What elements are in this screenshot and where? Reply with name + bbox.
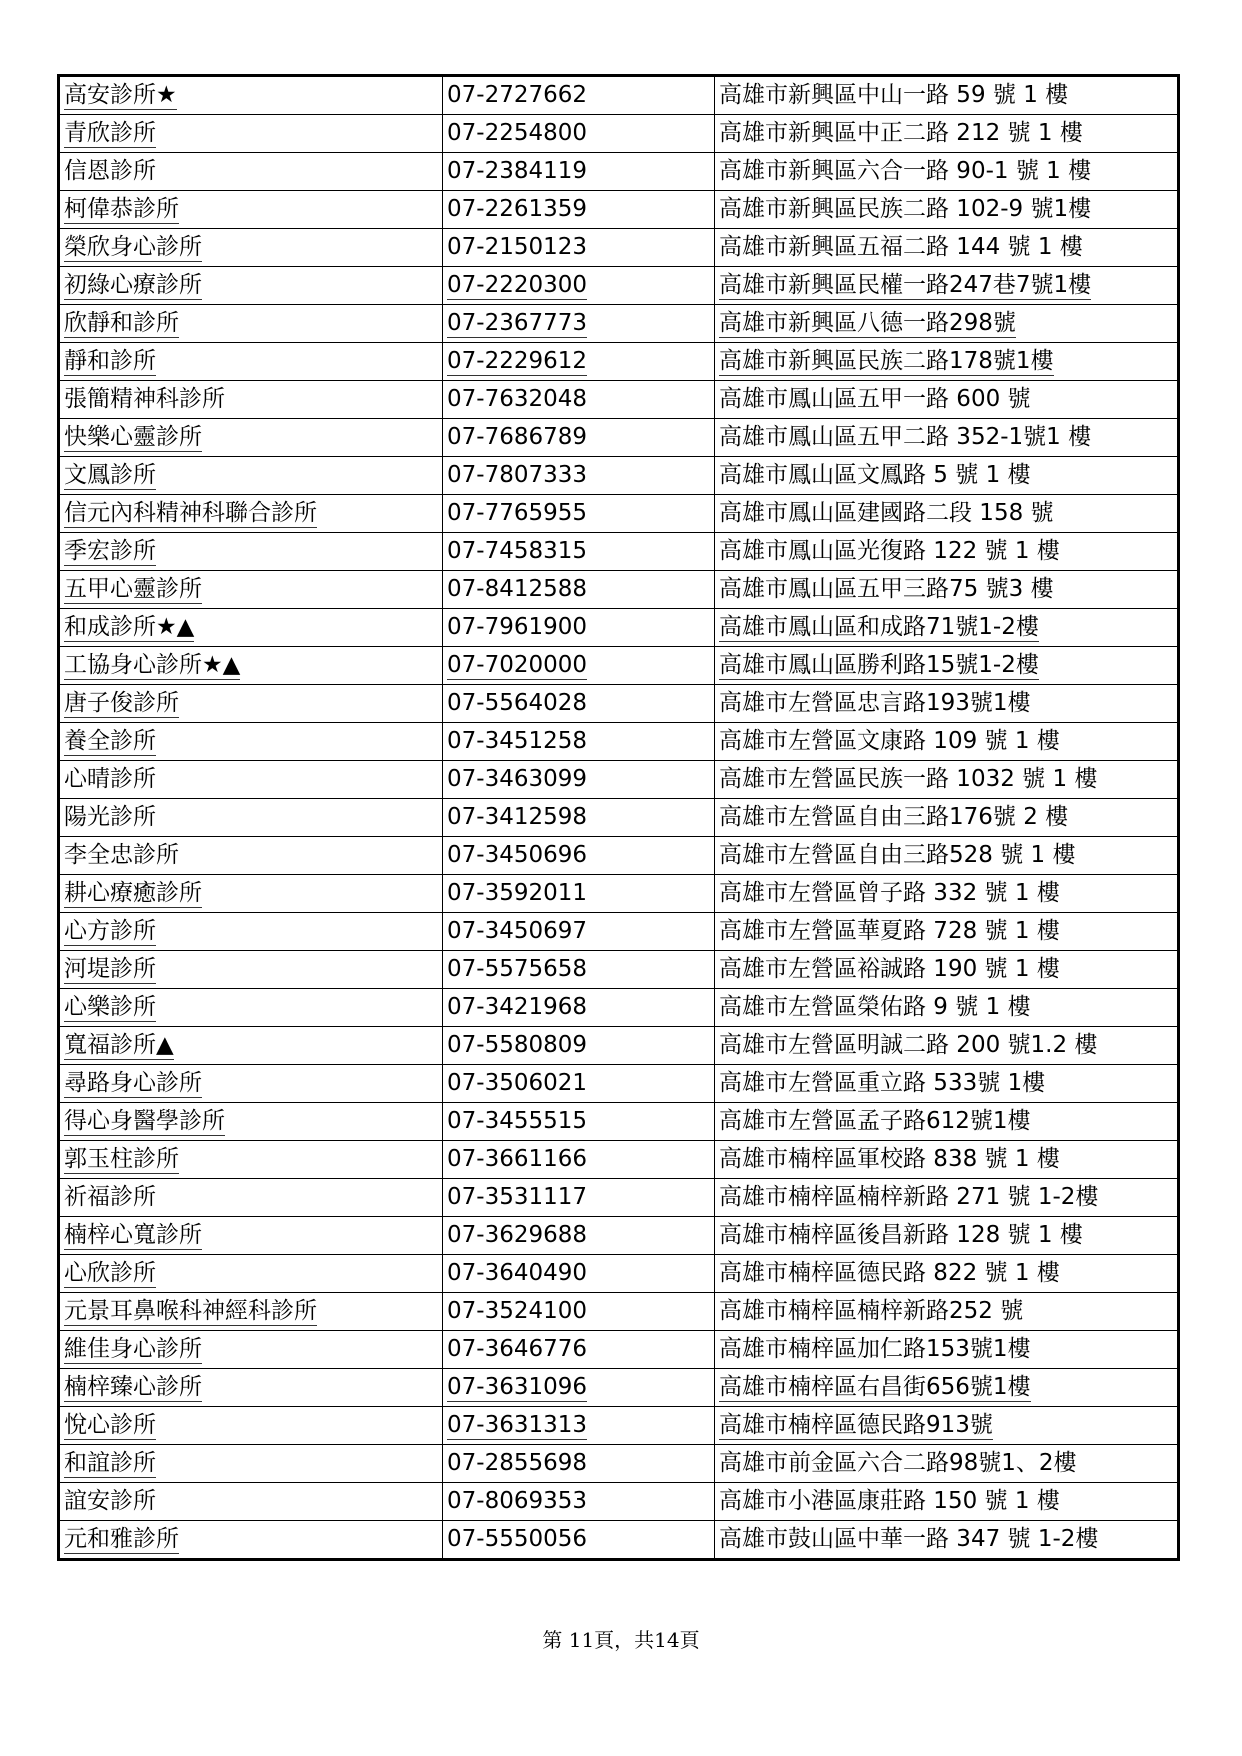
clinic-address-text: 高雄市鳳山區建國路二段 158 號: [719, 500, 1054, 526]
clinic-phone-text: 07-3631096: [447, 1374, 587, 1400]
clinic-phone-text: 07-3531117: [447, 1184, 587, 1210]
table-row: [59, 571, 1179, 609]
clinic-phone-cell: [443, 495, 715, 533]
clinic-table-body: [59, 76, 1179, 1560]
clinic-name-text: 誼安診所: [64, 1488, 156, 1514]
clinic-phone-cell: [443, 1103, 715, 1141]
clinic-address-text: 高雄市鳳山區五甲二路 352-1號1 樓: [719, 424, 1092, 450]
clinic-address-text: 高雄市左營區榮佑路 9 號 1 樓: [719, 994, 1031, 1020]
clinic-address-text: 高雄市鳳山區文鳳路 5 號 1 樓: [719, 462, 1031, 488]
clinic-phone-cell: [443, 1331, 715, 1369]
clinic-address-text: 高雄市新興區民族二路178號1樓: [719, 348, 1054, 374]
clinic-address-text: 高雄市楠梓區楠梓新路 271 號 1-2樓: [719, 1184, 1099, 1210]
table-row: [59, 647, 1179, 685]
clinic-phone-text: 07-2254800: [447, 120, 587, 146]
clinic-address-cell: [715, 1521, 1179, 1560]
clinic-name-text: 陽光診所: [64, 804, 156, 830]
table-row: [59, 1483, 1179, 1521]
clinic-name-text: 李全忠診所: [64, 842, 179, 868]
table-row: [59, 419, 1179, 457]
table-row: [59, 875, 1179, 913]
clinic-name-cell: [59, 457, 443, 495]
clinic-phone-text: 07-2150123: [447, 234, 587, 260]
clinic-name-text: 楠梓心寬診所: [64, 1222, 202, 1248]
clinic-phone-text: 07-2384119: [447, 158, 587, 184]
clinic-phone-text: 07-3455515: [447, 1108, 587, 1134]
clinic-address-cell: [715, 1065, 1179, 1103]
clinic-address-cell: [715, 837, 1179, 875]
table-row: [59, 229, 1179, 267]
clinic-name-cell: [59, 76, 443, 115]
clinic-phone-text: 07-7458315: [447, 538, 587, 564]
table-row: [59, 1369, 1179, 1407]
clinic-address-cell: [715, 191, 1179, 229]
table-row: [59, 609, 1179, 647]
clinic-name-text: 高安診所★: [64, 82, 177, 108]
clinic-address-text: 高雄市新興區六合一路 90-1 號 1 樓: [719, 158, 1092, 184]
clinic-phone-text: 07-3640490: [447, 1260, 587, 1286]
clinic-phone-cell: [443, 1141, 715, 1179]
clinic-phone-cell: [443, 457, 715, 495]
clinic-name-text: 河堤診所: [64, 956, 156, 982]
clinic-address-text: 高雄市楠梓區楠梓新路252 號: [719, 1298, 1024, 1324]
clinic-phone-text: 07-5564028: [447, 690, 587, 716]
clinic-address-text: 高雄市新興區中山一路 59 號 1 樓: [719, 82, 1069, 108]
clinic-phone-cell: [443, 1369, 715, 1407]
clinic-phone-cell: [443, 153, 715, 191]
clinic-address-text: 高雄市楠梓區德民路913號: [719, 1412, 993, 1438]
clinic-phone-text: 07-8069353: [447, 1488, 587, 1514]
clinic-phone-text: 07-7765955: [447, 500, 587, 526]
clinic-name-text: 耕心療癒診所: [64, 880, 202, 906]
clinic-name-text: 心方診所: [64, 918, 156, 944]
clinic-address-cell: [715, 305, 1179, 343]
clinic-name-text: 五甲心靈診所: [64, 576, 202, 602]
clinic-name-text: 悅心診所: [64, 1412, 156, 1438]
table-row: [59, 723, 1179, 761]
clinic-phone-cell: [443, 1407, 715, 1445]
clinic-address-text: 高雄市左營區民族一路 1032 號 1 樓: [719, 766, 1098, 792]
clinic-name-text: 心樂診所: [64, 994, 156, 1020]
clinic-phone-cell: [443, 267, 715, 305]
clinic-phone-text: 07-7632048: [447, 386, 587, 412]
clinic-name-cell: [59, 495, 443, 533]
clinic-name-cell: [59, 761, 443, 799]
clinic-phone-cell: [443, 191, 715, 229]
clinic-table: [57, 74, 1180, 1561]
table-row: [59, 267, 1179, 305]
clinic-name-cell: [59, 419, 443, 457]
clinic-name-text: 寬福診所▲: [64, 1032, 174, 1058]
clinic-address-cell: [715, 1179, 1179, 1217]
clinic-name-cell: [59, 1065, 443, 1103]
clinic-address-cell: [715, 1217, 1179, 1255]
table-row: [59, 1217, 1179, 1255]
table-row: [59, 1445, 1179, 1483]
clinic-address-text: 高雄市左營區文康路 109 號 1 樓: [719, 728, 1060, 754]
clinic-name-text: 青欣診所: [64, 120, 156, 146]
clinic-phone-text: 07-7020000: [447, 652, 587, 678]
clinic-address-text: 高雄市左營區華夏路 728 號 1 樓: [719, 918, 1060, 944]
clinic-name-text: 初綠心療診所: [64, 272, 202, 298]
table-row: [59, 457, 1179, 495]
clinic-phone-cell: [443, 1027, 715, 1065]
clinic-phone-cell: [443, 1179, 715, 1217]
clinic-address-cell: [715, 799, 1179, 837]
clinic-address-cell: [715, 685, 1179, 723]
clinic-phone-cell: [443, 1445, 715, 1483]
clinic-name-text: 元景耳鼻喉科神經科診所: [64, 1298, 317, 1324]
clinic-address-cell: [715, 1369, 1179, 1407]
clinic-address-text: 高雄市左營區明誠二路 200 號1.2 樓: [719, 1032, 1098, 1058]
clinic-name-cell: [59, 267, 443, 305]
clinic-name-cell: [59, 1369, 443, 1407]
clinic-address-text: 高雄市楠梓區軍校路 838 號 1 樓: [719, 1146, 1060, 1172]
clinic-address-cell: [715, 989, 1179, 1027]
clinic-address-cell: [715, 609, 1179, 647]
clinic-phone-cell: [443, 571, 715, 609]
clinic-name-text: 心晴診所: [64, 766, 156, 792]
clinic-name-text: 和成診所★▲: [64, 614, 195, 640]
clinic-address-text: 高雄市左營區裕誠路 190 號 1 樓: [719, 956, 1060, 982]
table-row: [59, 533, 1179, 571]
table-row: [59, 1141, 1179, 1179]
clinic-address-cell: [715, 419, 1179, 457]
clinic-name-cell: [59, 799, 443, 837]
table-row: [59, 761, 1179, 799]
clinic-phone-text: 07-3631313: [447, 1412, 587, 1438]
clinic-address-text: 高雄市鳳山區勝利路15號1-2樓: [719, 652, 1039, 678]
clinic-address-text: 高雄市左營區重立路 533號 1樓: [719, 1070, 1046, 1096]
clinic-phone-cell: [443, 1217, 715, 1255]
clinic-name-text: 元和雅診所: [64, 1526, 179, 1552]
clinic-phone-cell: [443, 1483, 715, 1521]
clinic-address-text: 高雄市左營區自由三路176號 2 樓: [719, 804, 1069, 830]
clinic-phone-cell: [443, 305, 715, 343]
clinic-phone-text: 07-5575658: [447, 956, 587, 982]
clinic-address-text: 高雄市新興區中正二路 212 號 1 樓: [719, 120, 1083, 146]
clinic-name-text: 靜和診所: [64, 348, 156, 374]
clinic-phone-cell: [443, 951, 715, 989]
clinic-address-text: 高雄市新興區民權一路247巷7號1樓: [719, 272, 1092, 298]
clinic-address-cell: [715, 229, 1179, 267]
clinic-address-cell: [715, 1027, 1179, 1065]
clinic-address-text: 高雄市左營區忠言路193號1樓: [719, 690, 1031, 716]
clinic-address-cell: [715, 153, 1179, 191]
clinic-phone-cell: [443, 1293, 715, 1331]
clinic-name-text: 張簡精神科診所: [64, 386, 225, 412]
clinic-name-text: 信恩診所: [64, 158, 156, 184]
clinic-phone-text: 07-3646776: [447, 1336, 587, 1362]
table-row: [59, 381, 1179, 419]
clinic-phone-cell: [443, 647, 715, 685]
table-row: [59, 343, 1179, 381]
clinic-address-cell: [715, 343, 1179, 381]
clinic-address-cell: [715, 571, 1179, 609]
table-row: [59, 837, 1179, 875]
table-row: [59, 495, 1179, 533]
clinic-name-text: 尋路身心診所: [64, 1070, 202, 1096]
clinic-name-text: 快樂心靈診所: [64, 424, 202, 450]
clinic-name-cell: [59, 1445, 443, 1483]
clinic-address-text: 高雄市鳳山區五甲一路 600 號: [719, 386, 1031, 412]
clinic-address-cell: [715, 951, 1179, 989]
clinic-phone-text: 07-2220300: [447, 272, 587, 298]
clinic-name-text: 榮欣身心診所: [64, 234, 202, 260]
table-row: [59, 1293, 1179, 1331]
clinic-phone-text: 07-5550056: [447, 1526, 587, 1552]
clinic-address-cell: [715, 533, 1179, 571]
table-row: [59, 153, 1179, 191]
clinic-address-text: 高雄市左營區自由三路528 號 1 樓: [719, 842, 1076, 868]
clinic-address-cell: [715, 913, 1179, 951]
clinic-address-cell: [715, 1445, 1179, 1483]
clinic-phone-text: 07-3524100: [447, 1298, 587, 1324]
clinic-name-text: 養全診所: [64, 728, 156, 754]
table-row: [59, 1255, 1179, 1293]
clinic-name-text: 和誼診所: [64, 1450, 156, 1476]
clinic-name-text: 心欣診所: [64, 1260, 156, 1286]
clinic-phone-cell: [443, 875, 715, 913]
clinic-name-cell: [59, 191, 443, 229]
clinic-name-text: 信元內科精神科聯合診所: [64, 500, 317, 526]
clinic-address-cell: [715, 1255, 1179, 1293]
table-row: [59, 1065, 1179, 1103]
clinic-phone-text: 07-3450697: [447, 918, 587, 944]
clinic-name-cell: [59, 951, 443, 989]
clinic-phone-text: 07-2727662: [447, 82, 587, 108]
clinic-address-text: 高雄市新興區民族二路 102-9 號1樓: [719, 196, 1092, 222]
clinic-name-cell: [59, 989, 443, 1027]
clinic-phone-text: 07-5580809: [447, 1032, 587, 1058]
clinic-phone-cell: [443, 229, 715, 267]
clinic-address-cell: [715, 76, 1179, 115]
clinic-phone-text: 07-3421968: [447, 994, 587, 1020]
clinic-phone-cell: [443, 837, 715, 875]
clinic-name-cell: [59, 685, 443, 723]
table-row: [59, 1521, 1179, 1560]
clinic-address-cell: [715, 1103, 1179, 1141]
clinic-address-cell: [715, 647, 1179, 685]
clinic-phone-cell: [443, 1521, 715, 1560]
clinic-address-text: 高雄市楠梓區後昌新路 128 號 1 樓: [719, 1222, 1083, 1248]
clinic-address-text: 高雄市左營區曾子路 332 號 1 樓: [719, 880, 1060, 906]
table-row: [59, 1179, 1179, 1217]
table-row: [59, 1027, 1179, 1065]
clinic-address-text: 高雄市前金區六合二路98號1、2樓: [719, 1450, 1077, 1476]
clinic-name-cell: [59, 1141, 443, 1179]
clinic-address-cell: [715, 761, 1179, 799]
clinic-name-cell: [59, 1027, 443, 1065]
clinic-name-cell: [59, 1293, 443, 1331]
clinic-phone-text: 07-3412598: [447, 804, 587, 830]
clinic-phone-text: 07-2855698: [447, 1450, 587, 1476]
clinic-phone-text: 07-3629688: [447, 1222, 587, 1248]
table-row: [59, 799, 1179, 837]
table-row: [59, 685, 1179, 723]
clinic-phone-text: 07-3463099: [447, 766, 587, 792]
clinic-name-cell: [59, 571, 443, 609]
clinic-name-cell: [59, 647, 443, 685]
table-row: [59, 989, 1179, 1027]
table-row: [59, 951, 1179, 989]
clinic-address-text: 高雄市楠梓區右昌街656號1樓: [719, 1374, 1031, 1400]
clinic-phone-cell: [443, 533, 715, 571]
clinic-phone-text: 07-7686789: [447, 424, 587, 450]
clinic-name-cell: [59, 115, 443, 153]
clinic-phone-cell: [443, 609, 715, 647]
clinic-name-text: 得心身醫學診所: [64, 1108, 225, 1134]
clinic-name-cell: [59, 1331, 443, 1369]
page-number: 第 11頁，共14頁: [542, 1628, 700, 1652]
table-row: [59, 1103, 1179, 1141]
clinic-address-cell: [715, 723, 1179, 761]
table-row: [59, 1407, 1179, 1445]
clinic-address-text: 高雄市鼓山區中華一路 347 號 1-2樓: [719, 1526, 1099, 1552]
clinic-name-cell: [59, 837, 443, 875]
clinic-name-text: 文鳳診所: [64, 462, 156, 488]
clinic-phone-cell: [443, 76, 715, 115]
clinic-phone-text: 07-3450696: [447, 842, 587, 868]
clinic-name-cell: [59, 913, 443, 951]
clinic-name-cell: [59, 533, 443, 571]
clinic-address-cell: [715, 381, 1179, 419]
clinic-name-cell: [59, 1255, 443, 1293]
clinic-name-cell: [59, 875, 443, 913]
clinic-name-cell: [59, 723, 443, 761]
clinic-phone-cell: [443, 115, 715, 153]
table-row: [59, 305, 1179, 343]
clinic-name-cell: [59, 381, 443, 419]
clinic-address-cell: [715, 1331, 1179, 1369]
clinic-address-text: 高雄市鳳山區光復路 122 號 1 樓: [719, 538, 1060, 564]
clinic-name-text: 欣靜和診所: [64, 310, 179, 336]
clinic-phone-cell: [443, 343, 715, 381]
clinic-phone-text: 07-2367773: [447, 310, 587, 336]
clinic-phone-text: 07-3592011: [447, 880, 587, 906]
clinic-name-text: 祈福診所: [64, 1184, 156, 1210]
clinic-name-cell: [59, 305, 443, 343]
clinic-address-cell: [715, 457, 1179, 495]
clinic-address-text: 高雄市新興區八德一路298號: [719, 310, 1016, 336]
clinic-address-cell: [715, 115, 1179, 153]
clinic-phone-cell: [443, 1255, 715, 1293]
clinic-address-cell: [715, 1141, 1179, 1179]
table-row: [59, 76, 1179, 115]
clinic-name-cell: [59, 1179, 443, 1217]
table-row: [59, 191, 1179, 229]
clinic-name-cell: [59, 1483, 443, 1521]
clinic-name-cell: [59, 1217, 443, 1255]
clinic-name-cell: [59, 609, 443, 647]
clinic-name-cell: [59, 1521, 443, 1560]
clinic-name-cell: [59, 1407, 443, 1445]
clinic-address-cell: [715, 495, 1179, 533]
clinic-phone-text: 07-8412588: [447, 576, 587, 602]
clinic-phone-cell: [443, 685, 715, 723]
clinic-address-cell: [715, 267, 1179, 305]
clinic-address-cell: [715, 1293, 1179, 1331]
clinic-phone-text: 07-7807333: [447, 462, 587, 488]
clinic-phone-cell: [443, 913, 715, 951]
clinic-address-text: 高雄市左營區孟子路612號1樓: [719, 1108, 1031, 1134]
clinic-name-text: 工協身心診所★▲: [64, 652, 241, 678]
clinic-name-text: 維佳身心診所: [64, 1336, 202, 1362]
table-row: [59, 115, 1179, 153]
clinic-address-text: 高雄市新興區五福二路 144 號 1 樓: [719, 234, 1083, 260]
clinic-phone-text: 07-7961900: [447, 614, 587, 640]
clinic-address-text: 高雄市鳳山區五甲三路75 號3 樓: [719, 576, 1054, 602]
clinic-name-text: 楠梓臻心診所: [64, 1374, 202, 1400]
clinic-phone-text: 07-2261359: [447, 196, 587, 222]
clinic-address-cell: [715, 875, 1179, 913]
clinic-phone-cell: [443, 799, 715, 837]
clinic-address-text: 高雄市楠梓區加仁路153號1樓: [719, 1336, 1031, 1362]
clinic-address-text: 高雄市小港區康莊路 150 號 1 樓: [719, 1488, 1060, 1514]
clinic-address-text: 高雄市楠梓區德民路 822 號 1 樓: [719, 1260, 1060, 1286]
clinic-address-cell: [715, 1483, 1179, 1521]
clinic-phone-text: 07-2229612: [447, 348, 587, 374]
table-row: [59, 913, 1179, 951]
table-row: [59, 1331, 1179, 1369]
clinic-name-cell: [59, 343, 443, 381]
clinic-phone-cell: [443, 419, 715, 457]
clinic-name-text: 季宏診所: [64, 538, 156, 564]
clinic-name-cell: [59, 229, 443, 267]
clinic-name-cell: [59, 153, 443, 191]
clinic-phone-cell: [443, 761, 715, 799]
clinic-address-text: 高雄市鳳山區和成路71號1-2樓: [719, 614, 1039, 640]
clinic-phone-text: 07-3661166: [447, 1146, 587, 1172]
clinic-phone-cell: [443, 989, 715, 1027]
clinic-name-text: 唐子俊診所: [64, 690, 179, 716]
clinic-name-text: 柯偉恭診所: [64, 196, 179, 222]
clinic-phone-cell: [443, 381, 715, 419]
clinic-phone-cell: [443, 1065, 715, 1103]
clinic-name-text: 郭玉柱診所: [64, 1146, 179, 1172]
clinic-address-cell: [715, 1407, 1179, 1445]
clinic-name-cell: [59, 1103, 443, 1141]
clinic-phone-cell: [443, 723, 715, 761]
clinic-phone-text: 07-3451258: [447, 728, 587, 754]
clinic-phone-text: 07-3506021: [447, 1070, 587, 1096]
